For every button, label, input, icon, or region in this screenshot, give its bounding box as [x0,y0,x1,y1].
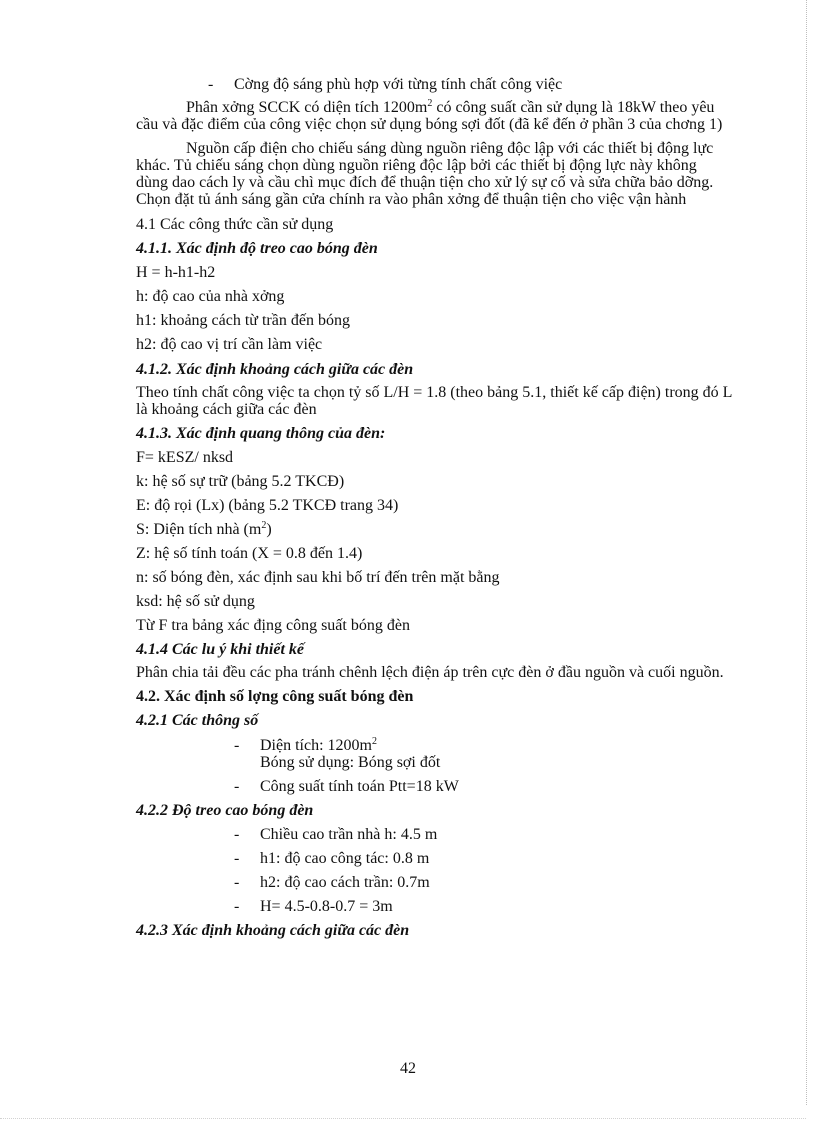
page-content [136,76,732,939]
page-number: 42 [400,1060,416,1077]
def-h: h: độ cao của nhà xởng [136,288,285,305]
para1-text-a: Phân xởng SCCK có diện tích 1200m [186,99,428,116]
def-h1: h1: khoảng cách từ trần đến bóng [136,312,350,329]
para1-sup: 2 [427,98,433,109]
def-e: E: độ rọi (Lx) (bảng 5.2 TKCĐ trang 34) [136,497,399,514]
height-item-text: h1: độ cao công tác: 0.8 m [260,850,430,867]
bullet-dash: - [234,737,240,754]
bullet-dash: - [234,826,240,843]
heading-4-2-1: 4.2.1 Các thông số [136,712,259,729]
bullet-dash: - [234,778,240,795]
formula-h: H = h-h1-h2 [136,264,216,281]
heading-4-1-4: 4.1.4 Các lu ý khi thiết kế [136,641,304,658]
heading-4-2-2: 4.2.2 Độ treo cao bóng đèn [136,802,314,819]
height-item-text: h2: độ cao cách trần: 0.7m [260,874,430,891]
heading-4-1-3: 4.1.3. Xác định quang thông của đèn: [136,425,386,442]
height-item-text: Chiều cao trần nhà h: 4.5 m [260,826,438,843]
def-s-sup: 2 [261,520,267,531]
heading-4-1-1: 4.1.1. Xác định độ treo cao bóng đèn [136,240,378,257]
heading-4-1: 4.1 Các công thức cần sử dụng [136,216,334,233]
intro-bullet [136,76,732,93]
def-z: Z: hệ số tính toán (X = 0.8 đến 1.4) [136,545,363,562]
def-n: n: số bóng đèn, xác định sau khi bố trí đến trên mặt bằng [136,569,500,586]
paragraph-workshop [136,99,732,133]
heading-4-2-3: 4.2.3 Xác định khoảng cách giữa các đèn [136,922,410,939]
param-area-text: Diện tích: 1200m [260,737,372,754]
height-item-text: H= 4.5-0.8-0.7 = 3m [260,898,393,915]
paragraph-power-source: Nguồn cấp điện cho chiếu sáng dùng nguồn riêng độc lập với các thiết bị động lực khác. Tủ chiếu sáng chọn dùng nguồn riêng độc lập bởi các thiết bị động lực này không dùng dao cách ly và cầu chì mục đích để thuận tiện cho xử lý sự cố và sửa chữa bảo dỡng. Chọn đặt tủ ánh sáng gần cửa chính ra vào phân xởng để thuận tiện cho việc vận hành [136,140,714,208]
def-s [136,521,732,538]
param-area [136,737,732,771]
height-item [136,826,732,843]
heading-4-1-2: 4.1.2. Xác định khoảng cách giữa các đèn [136,361,414,378]
para1-text-b: có công suất cần sử dụng là 18kW theo yêu cầu và đặc điểm của công việc chọn sử dụng bóng sợi đốt (đã kể đến ở phần 3 của chơng 1) [136,99,723,133]
def-ksd: ksd: hệ số sử dụng [136,593,255,610]
paragraph-phase: Phân chia tải đều các pha tránh chênh lệch điện áp trên cực đèn ở đầu nguồn và cuối nguồn. [136,664,724,681]
heading-4-2: 4.2. Xác định số lợng công suất bóng đèn [136,688,414,705]
param-bulb-type: Bóng sử dụng: Bóng sợi đốt [260,754,441,771]
def-s-text-b: ) [266,521,272,538]
height-item [136,850,732,867]
bullet-dash: - [234,898,240,915]
param-power [136,778,732,795]
height-item [136,898,732,915]
paragraph-from-f: Từ F tra bảng xác địng công suất bóng đèn [136,617,410,634]
bullet-dash: - [208,76,214,93]
def-k: k: hệ số sự trữ (bảng 5.2 TKCĐ) [136,473,345,490]
bullet-dash: - [234,874,240,891]
intro-bullet-text: Cờng độ sáng phù hợp với từng tính chất công việc [234,76,563,93]
page-edge-bottom [0,1118,806,1119]
paragraph-ratio: Theo tính chất công việc ta chọn tỷ số L/H = 1.8 (theo bảng 5.1, thiết kế cấp điện) trong đó L là khoảng cách giữa các đèn [136,384,732,418]
formula-f: F= kESZ/ nksd [136,449,234,466]
bullet-dash: - [234,850,240,867]
height-item [136,874,732,891]
def-s-text-a: S: Diện tích nhà (m [136,521,262,538]
def-h2: h2: độ cao vị trí cần làm việc [136,336,323,353]
param-power-text: Công suất tính toán Ptt=18 kW [260,778,459,795]
page-edge-right [806,0,807,1105]
param-area-sup: 2 [371,736,377,747]
